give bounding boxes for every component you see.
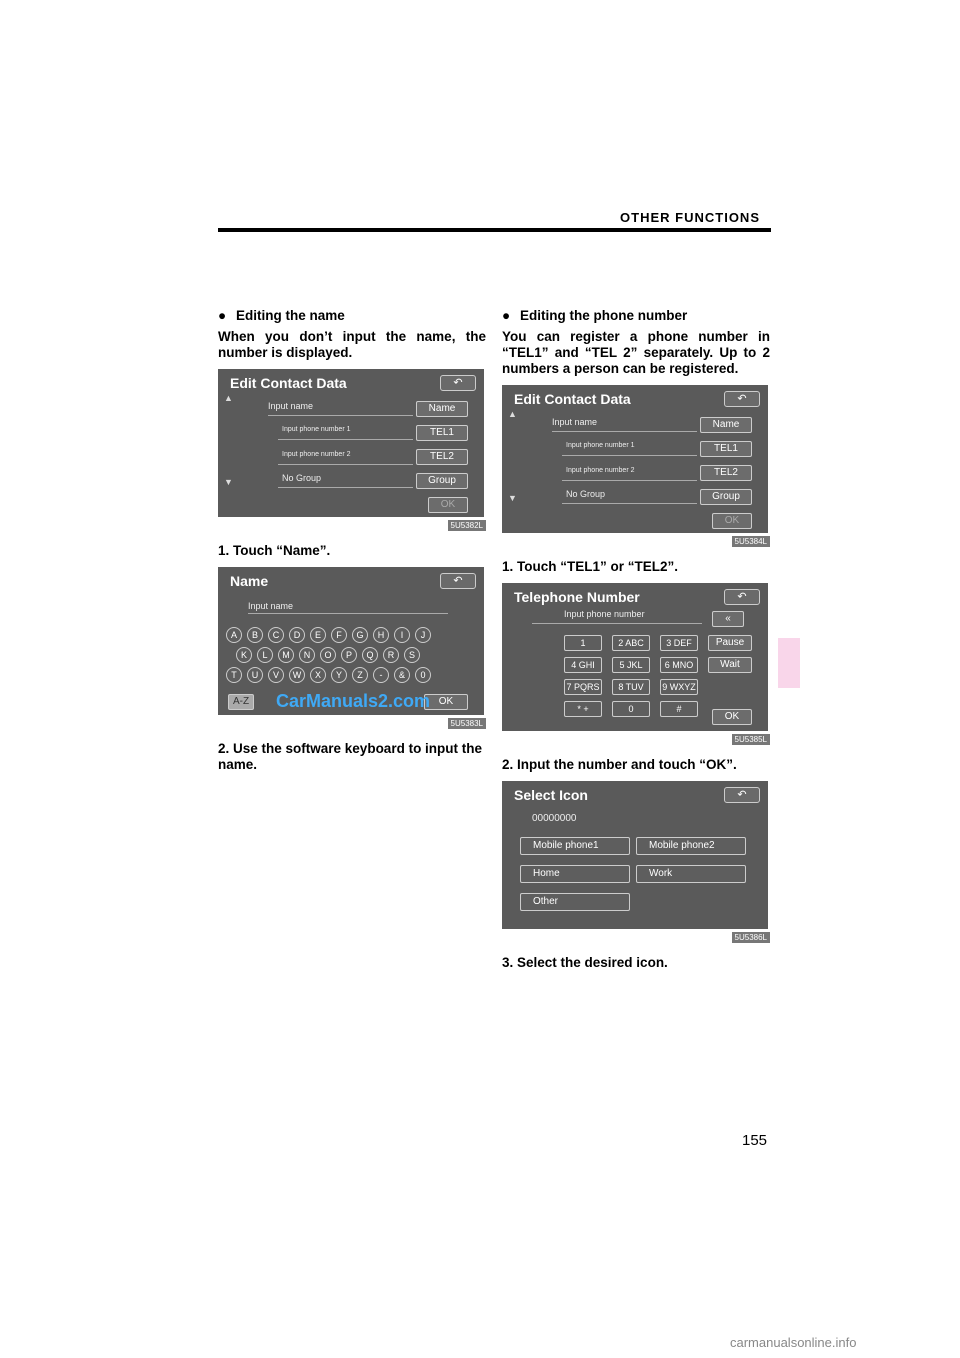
name-button[interactable]: Name: [416, 401, 468, 417]
scroll-down-icon: ▼: [508, 493, 517, 503]
header-rule: [218, 228, 771, 232]
screen-title: Select Icon: [514, 787, 588, 803]
tel1-button[interactable]: TEL1: [700, 441, 752, 457]
home-button[interactable]: Home: [520, 865, 630, 883]
figure-code: 5U5385L: [732, 734, 770, 745]
row-divider: [552, 431, 697, 432]
keypad-key[interactable]: 1: [564, 635, 602, 651]
keypad-key[interactable]: 6 MNO: [660, 657, 698, 673]
key-6[interactable]: Z: [352, 667, 368, 683]
group-button[interactable]: Group: [700, 489, 752, 505]
key-3[interactable]: W: [289, 667, 305, 683]
key-4[interactable]: O: [320, 647, 336, 663]
keypad-key[interactable]: 4 GHI: [564, 657, 602, 673]
screen-title: Edit Contact Data: [514, 391, 631, 407]
row-divider: [278, 487, 413, 488]
step-2: 2. Use the software keyboard to input the name.: [218, 741, 483, 772]
scroll-up-icon: ▲: [224, 393, 233, 403]
row-divider: [268, 415, 413, 416]
row-label: Input name: [552, 417, 598, 427]
tel2-button[interactable]: TEL2: [700, 465, 752, 481]
keypad-key[interactable]: 0: [612, 701, 650, 717]
key-8[interactable]: I: [394, 627, 410, 643]
keypad-key[interactable]: * +: [564, 701, 602, 717]
watermark: CarManuals2.com: [276, 691, 431, 711]
ok-button[interactable]: OK: [712, 513, 752, 529]
step-1: 1. Touch “TEL1” or “TEL2”.: [502, 559, 679, 574]
row-label: Input name: [268, 401, 314, 411]
key-5[interactable]: P: [341, 647, 357, 663]
tel2-button[interactable]: TEL2: [416, 449, 468, 465]
key-1[interactable]: B: [247, 627, 263, 643]
key-0[interactable]: T: [226, 667, 242, 683]
row-label: No Group: [282, 473, 322, 483]
keypad-key[interactable]: 2 ABC: [612, 635, 650, 651]
step-1: 1. Touch “Name”.: [218, 543, 331, 558]
input-field-label: Input name: [248, 601, 294, 611]
section-title: OTHER FUNCTIONS: [620, 210, 760, 225]
back-icon: ↶: [440, 573, 476, 589]
key-5[interactable]: Y: [331, 667, 347, 683]
row-divider: [278, 439, 413, 440]
bullet-text: Editing the name: [236, 308, 345, 323]
screenshot-edit-contact-2: [502, 385, 770, 546]
name-button[interactable]: Name: [700, 417, 752, 433]
back-icon: ↶: [440, 375, 476, 391]
wait-button[interactable]: Wait: [708, 657, 752, 673]
figure-code: 5U5384L: [732, 536, 770, 547]
row-divider: [562, 503, 697, 504]
key-2[interactable]: V: [268, 667, 284, 683]
screen-title: Telephone Number: [514, 589, 640, 605]
row-label: Input phone number 2: [566, 467, 635, 474]
page-number: 155: [742, 1132, 768, 1149]
input-underline: [532, 623, 702, 624]
group-button[interactable]: Group: [416, 473, 468, 489]
row-divider: [562, 480, 697, 481]
bullet-dot-icon: ●: [218, 308, 227, 323]
row-label: Input phone number 1: [566, 442, 635, 449]
work-button[interactable]: Work: [636, 865, 746, 883]
screen-title: Edit Contact Data: [230, 375, 347, 391]
key-8[interactable]: S: [404, 647, 420, 663]
keypad-key[interactable]: 5 JKL: [612, 657, 650, 673]
phone-number: 00000000: [532, 813, 577, 824]
keypad-key[interactable]: 7 PQRS: [564, 679, 602, 695]
other-button[interactable]: Other: [520, 893, 630, 911]
left-column: [218, 308, 486, 773]
row-label: Input phone number 2: [282, 451, 351, 458]
figure-code: 5U5382L: [448, 520, 486, 531]
back-icon: ↶: [724, 391, 760, 407]
backspace-button[interactable]: «: [712, 611, 744, 627]
key-0[interactable]: K: [236, 647, 252, 663]
row-label: No Group: [566, 489, 606, 499]
key-7[interactable]: -: [373, 667, 389, 683]
back-icon: ↶: [724, 787, 760, 803]
keypad-key[interactable]: 3 DEF: [660, 635, 698, 651]
key-5[interactable]: F: [331, 627, 347, 643]
keypad-key[interactable]: 9 WXYZ: [660, 679, 698, 695]
key-3[interactable]: D: [289, 627, 305, 643]
row-divider: [278, 464, 413, 465]
key-1[interactable]: U: [247, 667, 263, 683]
back-icon: ↶: [724, 589, 760, 605]
screenshot-name-keyboard: [218, 567, 486, 728]
screenshot-select-icon: [502, 781, 770, 942]
bullet-text: Editing the phone number: [520, 308, 688, 323]
bullet-heading: [218, 308, 486, 323]
key-7[interactable]: R: [383, 647, 399, 663]
mobile-phone1-button[interactable]: Mobile phone1: [520, 837, 630, 855]
input-underline: [248, 613, 448, 614]
tel1-button[interactable]: TEL1: [416, 425, 468, 441]
step-3: 3. Select the desired icon.: [502, 955, 668, 970]
intro-text: When you don’t input the name, the number is displayed.: [218, 329, 486, 360]
intro-text: You can register a phone number in “TEL1” and “TEL 2” separately. Up to 2 numbers a person can be registered.: [502, 329, 770, 376]
screenshot-edit-contact: [218, 369, 486, 530]
mobile-phone2-button[interactable]: Mobile phone2: [636, 837, 746, 855]
screenshot-telephone-number: [502, 583, 770, 744]
key-6[interactable]: G: [352, 627, 368, 643]
key-0[interactable]: A: [226, 627, 242, 643]
key-6[interactable]: Q: [362, 647, 378, 663]
site-footer: carmanualsonline.info: [730, 1335, 857, 1350]
key-2[interactable]: M: [278, 647, 294, 663]
scroll-up-icon: ▲: [508, 409, 517, 419]
section-tab: [778, 638, 800, 688]
bullet-heading: [502, 308, 770, 323]
step-2: 2. Input the number and touch “OK”.: [502, 757, 737, 772]
key-4[interactable]: X: [310, 667, 326, 683]
keypad-key[interactable]: 8 TUV: [612, 679, 650, 695]
key-8[interactable]: &: [394, 667, 410, 683]
input-field-label: Input phone number: [564, 609, 645, 619]
key-9[interactable]: J: [415, 627, 431, 643]
key-3[interactable]: N: [299, 647, 315, 663]
row-divider: [562, 455, 697, 456]
key-2[interactable]: C: [268, 627, 284, 643]
key-1[interactable]: L: [257, 647, 273, 663]
figure-code: 5U5383L: [448, 718, 486, 729]
keypad-key[interactable]: #: [660, 701, 698, 717]
pause-button[interactable]: Pause: [708, 635, 752, 651]
right-column: [502, 308, 770, 971]
key-7[interactable]: H: [373, 627, 389, 643]
key-9[interactable]: 0: [415, 667, 431, 683]
screen-title: Name: [230, 573, 269, 589]
row-label: Input phone number 1: [282, 426, 351, 433]
key-4[interactable]: E: [310, 627, 326, 643]
scroll-down-icon: ▼: [224, 477, 233, 487]
bullet-dot-icon: ●: [502, 308, 511, 323]
ok-button[interactable]: OK: [712, 709, 752, 725]
figure-code: 5U5386L: [732, 932, 770, 943]
mode-button[interactable]: A-Z: [228, 694, 254, 710]
ok-button[interactable]: OK: [428, 497, 468, 513]
ok-button[interactable]: OK: [424, 694, 468, 710]
